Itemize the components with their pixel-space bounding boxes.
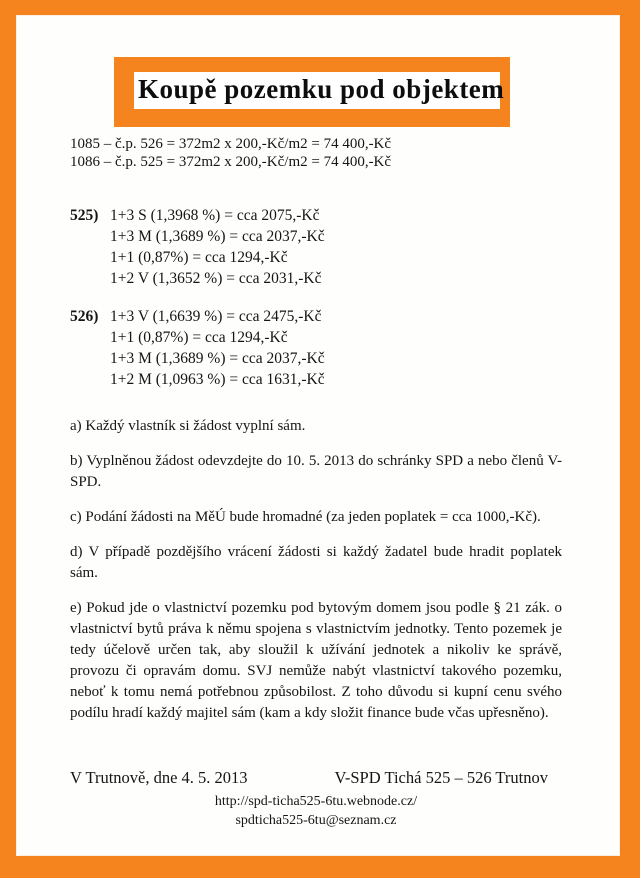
page-title: Koupě pozemku pod objektem [138, 74, 505, 104]
unit-line: 1+1 (0,87%) = cca 1294,-Kč [110, 329, 288, 346]
paragraph-c: c) Podání žádosti na MěÚ bude hromadné (za jeden poplatek = cca 1000,-Kč). [70, 509, 541, 525]
unit-line: 1+3 V (1,6639 %) = cca 2475,-Kč [110, 308, 322, 325]
document-content [70, 15, 562, 856]
paragraph-b: b) Vyplněnou žádost odevzdejte do 10. 5. 2013 do schránky SPD a nebo členů V-SPD. [70, 453, 562, 490]
unit-line: 1+2 V (1,3652 %) = cca 2031,-Kč [110, 270, 322, 287]
paragraph-a: a) Každý vlastník si žádost vyplní sám. [70, 418, 306, 434]
footer-links [70, 792, 562, 830]
calc-line: 1085 – č.p. 526 = 372m2 x 200,-Kč/m2 = 74 400,-Kč [70, 136, 392, 152]
paragraph-e: e) Pokud jde o vlastnictví pozemku pod bytovým domem jsou podle § 21 zák. o vlastnictví bytů práva k němu spojena s vlastnictvím jednotky. Tento pozemek je tedy účelově určen tak, aby sloužil k užívání jednotek a nikoliv ke správě, provozu či opravám domu. SVJ nemůže nabýt vlastnictví takového pozemku, neboť k tomu nemá potřebnou způsobilost. Z toho důvodu si kupní cenu svého podílu hradí každý majitel sám (kam a kdy složit finance bude včas upřesněno). [70, 600, 562, 721]
unit-line: 1+3 M (1,3689 %) = cca 2037,-Kč [110, 228, 325, 245]
paragraph-list [70, 416, 562, 724]
title-inner-strip [134, 72, 505, 109]
title-box [114, 57, 510, 127]
unit-block-525 [70, 205, 562, 289]
footer-email: spdticha525-6tu@seznam.cz [235, 813, 397, 828]
unit-label: 526) [70, 308, 99, 325]
unit-lines [110, 205, 562, 289]
footer-place-date: V Trutnově, dne 4. 5. 2013 [70, 768, 248, 787]
unit-line: 1+2 M (1,0963 %) = cca 1631,-Kč [110, 371, 325, 388]
unit-block-526 [70, 306, 562, 390]
unit-label: 525) [70, 207, 99, 224]
unit-line: 1+1 (0,87%) = cca 1294,-Kč [110, 249, 288, 266]
footer-row [70, 768, 562, 788]
unit-line: 1+3 M (1,3689 %) = cca 2037,-Kč [110, 350, 325, 367]
document-page [16, 15, 620, 856]
calc-line: 1086 – č.p. 525 = 372m2 x 200,-Kč/m2 = 74 400,-Kč [70, 154, 392, 170]
calc-lines [70, 135, 562, 171]
footer-organization: V-SPD Tichá 525 – 526 Trutnov [334, 768, 548, 787]
footer-website: http://spd-ticha525-6tu.webnode.cz/ [214, 794, 418, 809]
unit-lines [110, 306, 562, 390]
paragraph-d: d) V případě pozdějšího vrácení žádosti si každý žadatel bude hradit poplatek sám. [70, 544, 562, 581]
unit-line: 1+3 S (1,3968 %) = cca 2075,-Kč [110, 207, 320, 224]
